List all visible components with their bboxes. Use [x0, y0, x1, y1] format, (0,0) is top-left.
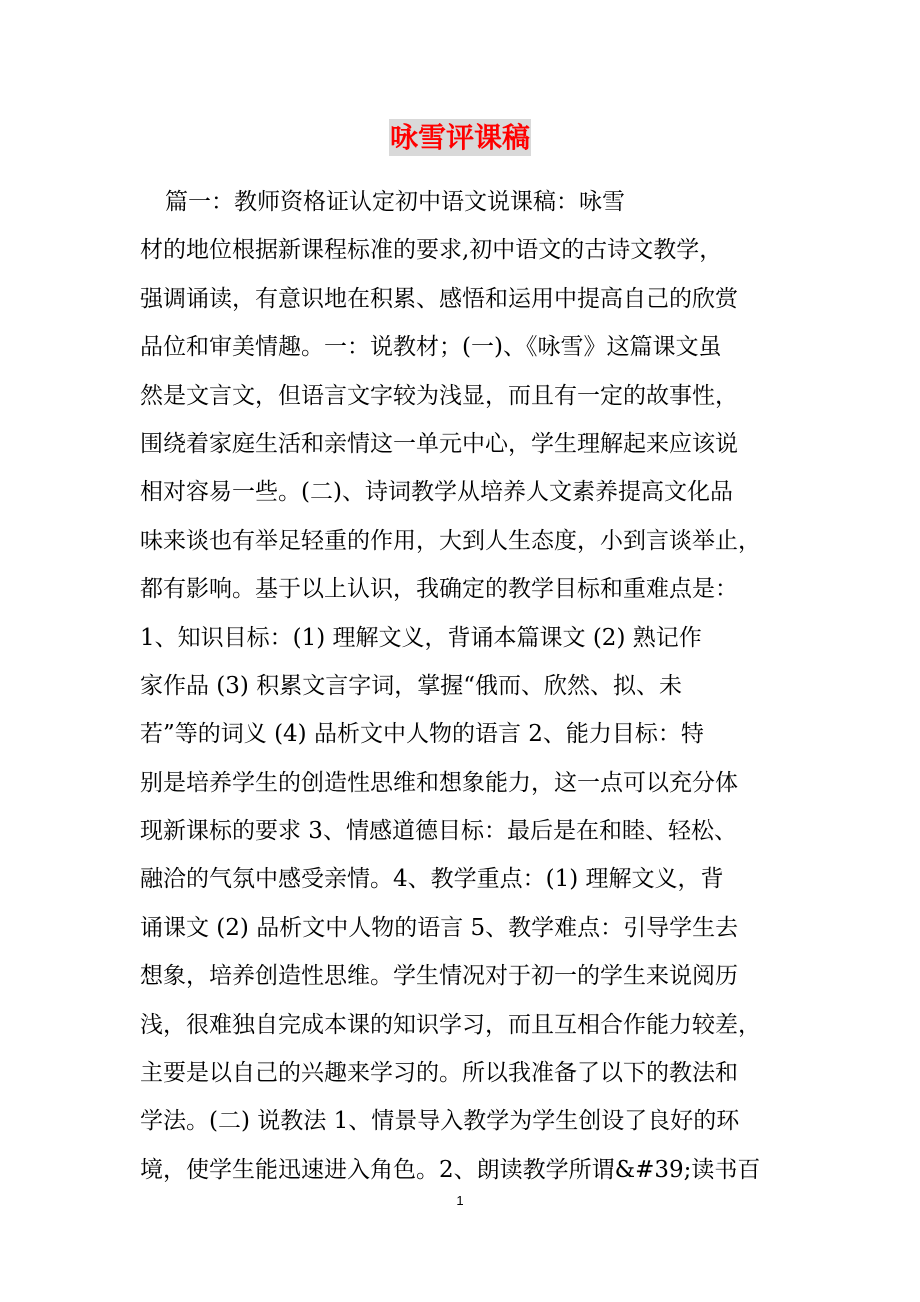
text-line: 强调诵读，有意识地在积累、感悟和运用中提高自己的欣赏: [140, 285, 738, 312]
text-line: 家作品 (3) 积累文言字词，掌握“俄而、欣然、拟、未: [140, 672, 682, 699]
text-line: 融洽的气氛中感受亲情。4、教学重点：(1) 理解文义，背: [140, 866, 724, 893]
text-line: 现新课标的要求 3、情感道德目标：最后是在和睦、轻松、: [140, 818, 737, 845]
text-line: 主要是以自己的兴趣来学习的。所以我准备了以下的教法和: [140, 1060, 738, 1087]
text-line: 相对容易一些。(二)、诗词教学从培养人文素养提高文化品: [140, 479, 733, 506]
text-line: 篇一：教师资格证认定初中语文说课稿：咏雪: [165, 189, 625, 215]
text-line: 别是培养学生的创造性思维和想象能力，这一点可以充分体: [140, 769, 738, 796]
text-line: 学法。(二) 说教法 1、情景导入教学为学生创设了良好的环: [140, 1108, 740, 1135]
text-line: 围绕着家庭生活和亲情这一单元中心，学生理解起来应该说: [140, 430, 738, 457]
text-line: 品位和审美情趣。一：说教材；(一)、《咏雪》这篇课文虽: [140, 334, 722, 361]
text-line: 都有影响。基于以上认识，我确定的教学目标和重难点是：: [140, 576, 738, 603]
text-line: 材的地位根据新课程标准的要求,初中语文的古诗文教学，: [140, 237, 723, 264]
text-line: 浅，很难独自完成本课的知识学习，而且互相合作能力较差，: [140, 1011, 761, 1038]
document-body: [140, 178, 800, 1194]
text-line: 想象，培养创造性思维。学生情况对于初一的学生来说阅历: [140, 963, 738, 990]
page-number: 1: [456, 1193, 464, 1208]
title-text: 咏雪评课稿: [389, 121, 530, 154]
document-title: [0, 116, 920, 156]
text-line: 诵课文 (2) 品析文中人物的语言 5、教学难点：引导学生去: [140, 914, 739, 941]
text-line: 若”等的词义 (4) 品析文中人物的语言 2、能力目标：特: [140, 721, 704, 748]
text-line: 境，使学生能迅速进入角色。2、朗读教学所谓&#39;读书百: [140, 1156, 761, 1183]
text-line: 然是文言文，但语言文字较为浅显，而且有一定的故事性，: [140, 382, 738, 409]
text-line: 味来谈也有举足轻重的作用，大到人生态度，小到言谈举止，: [140, 527, 761, 554]
text-line: 1、知识目标：(1) 理解文义，背诵本篇课文 (2) 熟记作: [140, 624, 702, 651]
